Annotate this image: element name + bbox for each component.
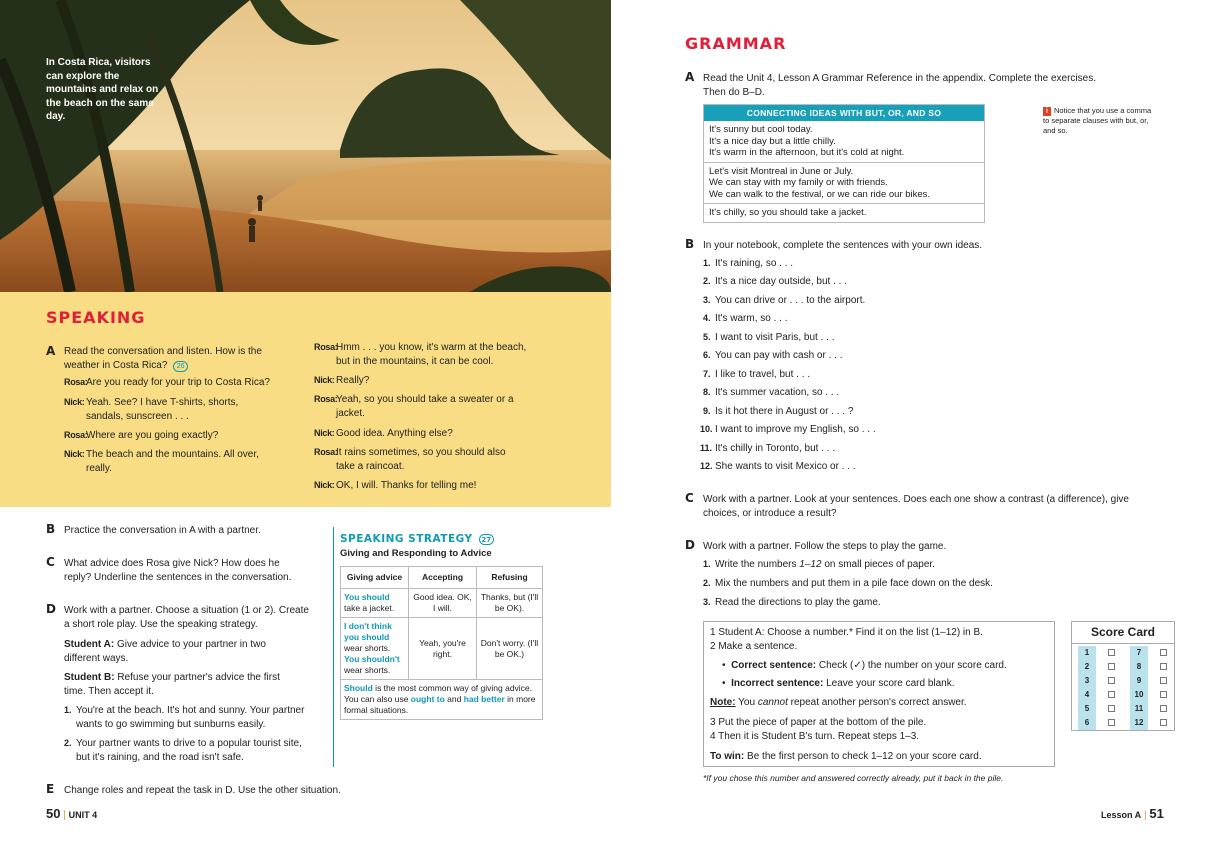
student-b-instruction (64, 671, 329, 698)
dialogue-line-text: The beach and the mountains. All over, (86, 449, 259, 460)
game-bullet: • Incorrect sentence: Leave your score card blank. (722, 678, 955, 689)
list-item (703, 597, 881, 608)
score-number: 7 (1130, 646, 1148, 660)
student-a-label: Student A: (64, 639, 115, 650)
item-text: She wants to visit Mexico or . . . (715, 461, 856, 472)
audio-track-number: 27 (481, 536, 492, 544)
text-line: Read the Unit 4, Lesson A Grammar Reference in the appendix. Complete the exercises. (703, 73, 1096, 84)
speaker-name: Rosa: (314, 447, 338, 457)
item-number: 2. (703, 578, 711, 588)
item-text: You can drive or . . . to the airport. (715, 295, 866, 306)
audio-track-number: 26 (176, 362, 185, 370)
score-checkbox[interactable] (1160, 649, 1167, 656)
footer-divider: | (63, 810, 66, 821)
dialogue-text (336, 393, 514, 420)
list-item (703, 559, 935, 570)
dialogue-line (64, 448, 259, 475)
item-text: You can pay with cash or . . . (715, 350, 843, 361)
item-number: 2. (703, 276, 711, 286)
list-item (703, 332, 835, 343)
exercise-b-letter: B (46, 522, 56, 536)
score-checkbox[interactable] (1160, 663, 1167, 670)
grammar-d-letter: D (685, 538, 695, 552)
text-line: a short role play. Use the speaking strategy. (64, 618, 258, 630)
item-number: 11. (700, 443, 713, 453)
dialogue-line (314, 393, 514, 420)
dialogue-line-text: Yeah, so you should take a sweater or a (336, 394, 514, 405)
item-number: 10. (700, 424, 713, 434)
score-card (1071, 621, 1175, 731)
table-line: We can walk to the festival, or we can ride our bikes. (709, 188, 931, 200)
dialogue-line-text: It rains sometimes, so you should also (336, 447, 506, 458)
table-header-row (341, 567, 543, 589)
item-number: 5. (703, 332, 711, 342)
note-text: repeat another person's correct answer. (787, 697, 967, 708)
list-item (700, 424, 876, 435)
dialogue-text (336, 446, 506, 473)
game-bullet: • Correct sentence: Check (✓) the number on your score card. (722, 660, 1007, 671)
score-checkbox[interactable] (1160, 705, 1167, 712)
item-text: Read the directions to play the game. (715, 597, 881, 608)
grammar-d-text: Work with a partner. Follow the steps to play the game. (703, 541, 947, 552)
score-checkbox[interactable] (1108, 691, 1115, 698)
teal-phrase: ought to (410, 694, 445, 704)
score-number: 1 (1078, 646, 1096, 660)
exercise-e-letter: E (46, 782, 55, 796)
score-checkbox[interactable] (1108, 649, 1115, 656)
note-text: and (444, 694, 464, 704)
table-cell: Thanks, but (I'll be OK). (477, 589, 543, 618)
footer-divider: | (1143, 810, 1147, 821)
dialogue-text (86, 429, 218, 443)
grammar-c-text (703, 493, 1173, 520)
table-header: Giving advice (341, 567, 409, 589)
beach-illustration (0, 0, 611, 292)
speaker-name: Rosa: (314, 342, 338, 352)
strategy-title (340, 533, 494, 545)
list-item (703, 350, 842, 361)
situation-item (64, 737, 329, 764)
table-line: We can stay with my family or with friends. (709, 177, 888, 188)
info-icon: i (1043, 107, 1051, 116)
score-number: 6 (1078, 716, 1096, 730)
list-item (700, 443, 835, 454)
list-item (703, 578, 993, 589)
speaker-name: Nick: (64, 397, 85, 407)
game-note (710, 696, 967, 710)
table-row (704, 162, 984, 204)
game-step: 2 Make a sentence. (710, 641, 798, 652)
score-number: 8 (1130, 660, 1148, 674)
dialogue-line (64, 429, 218, 443)
audio-icon[interactable] (173, 361, 188, 372)
item-number: 9. (703, 406, 711, 416)
grammar-c-letter: C (685, 491, 694, 505)
text-line: Work with a partner. Choose a situation (1 or 2). Create (64, 605, 309, 616)
situation-number: 1. (64, 705, 72, 715)
text-line: reply? Underline the sentences in the conversation. (64, 571, 292, 583)
item-number: 1. (703, 258, 711, 268)
item-text: I want to improve my English, so . . . (715, 424, 876, 435)
table-line: It's sunny but cool today. (709, 124, 813, 135)
situation-number: 2. (64, 738, 72, 748)
strategy-title-text: SPEAKING STRATEGY (340, 533, 473, 545)
connecting-ideas-table (703, 104, 985, 223)
score-number: 4 (1078, 688, 1096, 702)
cell-text: take a jacket. (344, 603, 395, 613)
item-number: 8. (703, 387, 711, 397)
student-b-label: Student B: (64, 672, 115, 683)
score-card-title: Score Card (1072, 622, 1174, 644)
speaker-name: Nick: (314, 375, 335, 385)
table-title: CONNECTING IDEAS WITH BUT, OR, AND SO (704, 105, 984, 121)
table-cell (341, 618, 409, 680)
speaking-title: SPEAKING (46, 308, 146, 327)
list-item (703, 406, 853, 417)
page-number: 51 (1149, 806, 1164, 821)
photo-caption: In Costa Rica, visitors can explore the mountains and relax on the beach on the same day. (46, 57, 159, 122)
grammar-note (1043, 106, 1158, 136)
table-line: It's warm in the afternoon, but it's cold at night. (709, 147, 905, 158)
table-line: Let's visit Montreal in June or July. (709, 165, 854, 177)
game-directions-box (703, 621, 1055, 767)
score-number: 5 (1078, 702, 1096, 716)
text-line: time. Then accept it. (64, 685, 154, 697)
exercise-d-letter: D (46, 602, 56, 616)
score-checkbox[interactable] (1160, 719, 1167, 726)
dialogue-text (336, 374, 369, 388)
note-emphasis: cannot (757, 697, 788, 708)
bullet-label: Correct sentence: (731, 660, 817, 671)
score-checkbox[interactable] (1160, 677, 1167, 684)
dialogue-line (314, 374, 369, 388)
speaker-name: Rosa: (314, 394, 338, 404)
text-line: choices, or introduce a result? (703, 507, 837, 519)
score-number: 3 (1078, 674, 1096, 688)
text-line: Refuse your partner's advice the first (117, 672, 280, 683)
win-label: To win: (710, 751, 745, 762)
dialogue-line-text: but in the mountains, it can be cool. (336, 355, 494, 367)
exercise-d-text (64, 604, 332, 631)
strategy-subtitle: Giving and Responding to Advice (340, 548, 492, 559)
item-text: Write the numbers (715, 559, 800, 570)
list-item (703, 387, 839, 398)
left-footer (46, 806, 97, 821)
speaker-name: Nick: (314, 480, 335, 490)
dialogue-line-text: Yeah. See? I have T-shirts, shorts, (86, 397, 239, 408)
text-line: Give advice to your partner in two (116, 639, 266, 650)
item-text: I want to visit Paris, but . . . (715, 332, 835, 343)
item-text: It's warm, so . . . (715, 313, 788, 324)
item-number: 3. (703, 597, 711, 607)
bullet-label: Incorrect sentence: (731, 678, 824, 689)
cell-text: wear shorts. (344, 643, 391, 653)
speaker-name: Nick: (64, 449, 85, 459)
item-text: I like to travel, but . . . (715, 369, 811, 380)
list-item (703, 295, 865, 306)
win-text: Be the first person to check 1–12 on your score card. (744, 751, 982, 762)
teal-phrase: Should (344, 683, 373, 693)
text-line: You're at the beach. It's hot and sunny. Your partner (76, 705, 305, 716)
game-step: 4 Then it is Student B's turn. Repeat steps 1–3. (710, 731, 920, 742)
game-footnote: *If you chose this number and answered correctly already, put it back in the pile. (703, 773, 1004, 783)
score-checkbox[interactable] (1160, 691, 1167, 698)
dialogue-line (64, 376, 270, 390)
note-label: Note: (710, 697, 736, 708)
table-row (341, 618, 543, 680)
dialogue-line-text: take a raincoat. (336, 460, 405, 472)
item-emphasis: 1–12 (799, 559, 822, 570)
teal-phrase: I don't think you should (344, 621, 392, 642)
dialogue-line-text: Really? (336, 375, 370, 386)
text-line: What advice does Rosa give Nick? How does he (64, 558, 280, 569)
exercise-c-letter: C (46, 555, 55, 569)
list-item (703, 258, 793, 269)
grammar-b-letter: B (685, 237, 695, 251)
score-checkbox[interactable] (1108, 705, 1115, 712)
dialogue-line (314, 341, 526, 368)
dialogue-line-text: Hmm . . . you know, it's warm at the beach, (336, 342, 527, 353)
dialogue-text (336, 479, 476, 493)
list-item (703, 276, 847, 287)
cell-text: wear shorts. (344, 665, 391, 675)
note-text: Notice that you use a comma to separate clauses with but, or, and so. (1043, 106, 1152, 135)
note-text: You (735, 697, 758, 708)
table-header: Accepting (409, 567, 477, 589)
grammar-a-text (703, 72, 1173, 99)
item-text: It's a nice day outside, but . . . (715, 276, 847, 287)
text-line: Your partner wants to drive to a popular tourist site, (76, 738, 302, 749)
table-line: It's a nice day but a little chilly. (709, 135, 836, 147)
item-number: 1. (703, 559, 711, 569)
item-number: 7. (703, 369, 711, 379)
strategy-table (340, 566, 543, 720)
dialogue-line-text: jacket. (336, 407, 365, 419)
table-row (341, 680, 543, 720)
score-number: 12 (1130, 716, 1148, 730)
dialogue-line-text: Good idea. Anything else? (336, 428, 453, 439)
exercise-a-instruction (64, 345, 304, 372)
score-number: 9 (1130, 674, 1148, 688)
text-line: Then do B–D. (703, 86, 765, 98)
text-line: wants to go swimming but sunburns easily. (76, 718, 266, 730)
item-number: 6. (703, 350, 711, 360)
instruction-text: weather in Costa Rica? (64, 359, 168, 371)
exercise-a-letter: A (46, 344, 56, 358)
exercise-b-text: Practice the conversation in A with a partner. (64, 525, 261, 536)
item-number: 3. (703, 295, 711, 305)
bullet-text: Leave your score card blank. (823, 678, 955, 689)
exercise-c-text (64, 557, 329, 584)
teal-phrase: You shouldn't (344, 654, 400, 664)
score-number: 11 (1130, 702, 1148, 716)
dialogue-line (314, 446, 506, 473)
item-text: It's raining, so . . . (715, 258, 794, 269)
dialogue-line-text: OK, I will. Thanks for telling me! (336, 480, 477, 491)
speaker-name: Nick: (314, 428, 335, 438)
speaker-name: Rosa: (64, 430, 88, 440)
dialogue-line-text: sandals, sunscreen . . . (86, 410, 189, 422)
grammar-a-letter: A (685, 70, 695, 84)
table-cell: Don't worry. (I'll be OK.) (477, 618, 543, 680)
item-text: It's chilly in Toronto, but . . . (715, 443, 836, 454)
instruction-line: Read the conversation and listen. How is the (64, 346, 262, 357)
lesson-label: Lesson A (1101, 810, 1142, 820)
game-win-rule (710, 750, 982, 764)
dialogue-line (314, 427, 453, 441)
dialogue-line-text: Where are you going exactly? (86, 430, 219, 441)
dialogue-text (86, 396, 238, 423)
table-header: Refusing (477, 567, 543, 589)
table-row (704, 203, 984, 222)
table-cell (341, 589, 409, 618)
table-cell: Yeah, you're right. (409, 618, 477, 680)
list-item (700, 461, 856, 472)
list-item (703, 369, 810, 380)
right-footer (1101, 806, 1164, 821)
dialogue-text (86, 376, 270, 390)
text-line: but it's raining, and the road isn't safe. (76, 751, 244, 763)
note-text: is the most common way of giving advice. You can also use (344, 683, 533, 704)
text-line: Work with a partner. Look at your sentences. Does each one show a contrast (a difference), give (703, 494, 1129, 505)
dialogue-line (314, 479, 476, 493)
audio-icon[interactable] (479, 534, 494, 545)
student-a-instruction (64, 638, 329, 665)
dialogue-text (336, 427, 453, 441)
table-line: It's chilly, so you should take a jacket. (709, 207, 867, 218)
grammar-title: GRAMMAR (685, 34, 787, 53)
game-step: 1 Student A: Choose a number.* Find it on the list (1–12) in B. (710, 627, 983, 638)
instruction-line (64, 359, 304, 373)
score-number: 10 (1130, 688, 1148, 702)
score-checkbox[interactable] (1108, 719, 1115, 726)
score-number: 2 (1078, 660, 1096, 674)
grammar-b-text: In your notebook, complete the sentences with your own ideas. (703, 240, 983, 251)
exercise-e-text: Change roles and repeat the task in D. Use the other situation. (64, 785, 341, 796)
table-row (341, 589, 543, 618)
teal-phrase: had better (463, 694, 505, 704)
dialogue-text (336, 341, 526, 368)
speaking-strategy-box (333, 527, 545, 767)
item-number: 12. (700, 461, 713, 471)
dialogue-text (86, 448, 259, 475)
score-checkbox[interactable] (1108, 677, 1115, 684)
item-text: It's summer vacation, so . . . (715, 387, 840, 398)
item-text: Is it hot there in August or . . . ? (715, 406, 854, 417)
note-text: in more formal situations. (344, 694, 536, 715)
text-line: different ways. (64, 652, 129, 664)
score-checkbox[interactable] (1108, 663, 1115, 670)
unit-label: UNIT 4 (68, 810, 98, 820)
strategy-note (341, 680, 543, 720)
situation-item (64, 704, 329, 731)
teal-phrase: You should (344, 592, 390, 602)
dialogue-line-text: really. (86, 462, 112, 474)
dialogue-line-text: Are you ready for your trip to Costa Rica? (86, 377, 270, 388)
dialogue-line (64, 396, 238, 423)
item-text: on small pieces of paper. (821, 559, 935, 570)
list-item (703, 313, 787, 324)
item-text: Mix the numbers and put them in a pile face down on the desk. (715, 578, 993, 589)
speaker-name: Rosa: (64, 377, 88, 387)
table-row (704, 121, 984, 162)
table-cell: Good idea. OK, I will. (409, 589, 477, 618)
beach-photo (0, 0, 611, 292)
item-number: 4. (703, 313, 711, 323)
game-step: 3 Put the piece of paper at the bottom of the pile. (710, 717, 927, 728)
bullet-text: Check (✓) the number on your score card. (816, 660, 1007, 671)
page-number: 50 (46, 806, 61, 821)
